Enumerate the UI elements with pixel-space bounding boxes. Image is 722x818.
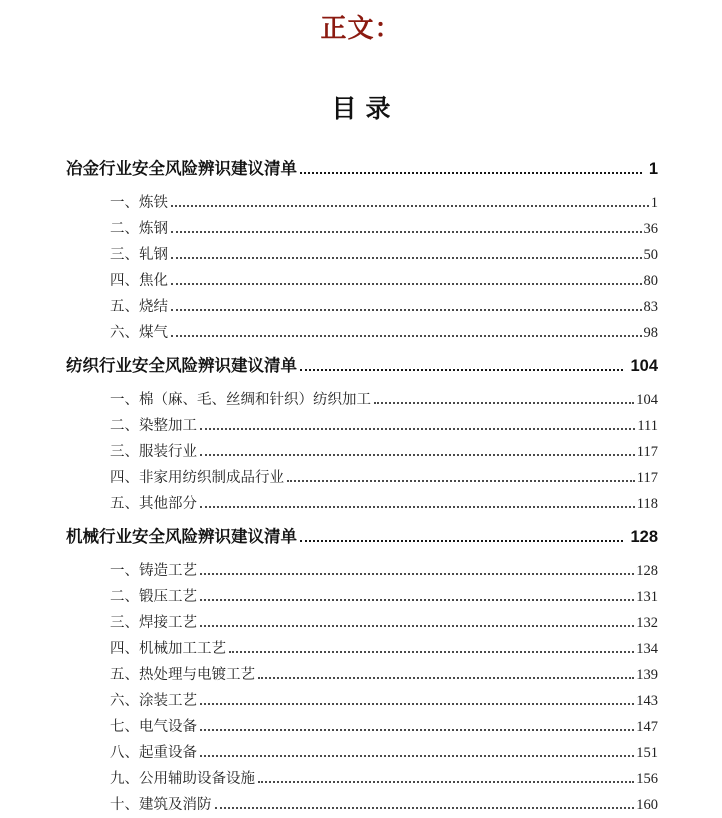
- page-number: 80: [643, 273, 658, 289]
- page-number: 128: [636, 563, 658, 579]
- dotted-leader: [200, 625, 634, 627]
- toc-entry-label: 九、公用辅助设备设施: [110, 771, 255, 787]
- toc-section: [66, 352, 658, 513]
- toc-entry[interactable]: [66, 418, 658, 435]
- dotted-leader: [300, 369, 623, 371]
- toc-entry[interactable]: [66, 195, 658, 212]
- dotted-leader: [200, 703, 634, 705]
- toc-entry[interactable]: [66, 615, 658, 632]
- toc-entry[interactable]: [66, 444, 658, 461]
- toc-entry-label: 二、炼钢: [110, 221, 168, 237]
- toc-entry-label: 五、烧结: [110, 299, 168, 315]
- dotted-leader: [200, 729, 634, 731]
- toc-entry[interactable]: [66, 392, 658, 409]
- toc-entry[interactable]: [66, 273, 658, 290]
- dotted-leader: [287, 480, 635, 482]
- page-number: 118: [636, 496, 658, 512]
- toc-entry-label: 冶金行业安全风险辨识建议清单: [66, 160, 297, 178]
- page-number: 160: [636, 797, 658, 813]
- page-number: 134: [636, 641, 658, 657]
- dotted-leader: [200, 599, 634, 601]
- page-number: 1: [650, 195, 658, 211]
- toc-section: [66, 523, 658, 814]
- toc-entry[interactable]: [66, 641, 658, 658]
- dotted-leader: [171, 335, 642, 337]
- dotted-leader: [171, 309, 642, 311]
- toc-entry-label: 六、涂装工艺: [110, 693, 197, 709]
- toc-section-items: [66, 392, 658, 513]
- toc-section-heading[interactable]: [66, 352, 658, 376]
- toc-section-items: [66, 195, 658, 342]
- toc-entry-label: 三、焊接工艺: [110, 615, 197, 631]
- page-number: 131: [636, 589, 658, 605]
- toc-section-heading[interactable]: [66, 155, 658, 179]
- dotted-leader: [200, 573, 634, 575]
- toc-entry-label: 一、棉（麻、毛、丝绸和针织）纺织加工: [110, 392, 371, 408]
- toc-entry-label: 三、轧钢: [110, 247, 168, 263]
- toc-entry-label: 三、服装行业: [110, 444, 197, 460]
- toc-entry[interactable]: [66, 667, 658, 684]
- dotted-leader: [300, 540, 623, 542]
- toc-entry[interactable]: [66, 745, 658, 762]
- toc-entry[interactable]: [66, 247, 658, 264]
- toc-entry-label: 四、非家用纺织制成品行业: [110, 470, 284, 486]
- toc-entry-label: 二、染整加工: [110, 418, 197, 434]
- page-number: 83: [643, 299, 658, 315]
- page-number: 98: [643, 325, 658, 341]
- page-number: 139: [636, 667, 658, 683]
- page-number: 132: [636, 615, 658, 631]
- dotted-leader: [215, 807, 635, 809]
- toc-entry-label: 机械行业安全风险辨识建议清单: [66, 528, 297, 546]
- toc-section-items: [66, 563, 658, 814]
- page-number: 104: [636, 392, 658, 408]
- dotted-leader: [171, 283, 642, 285]
- page-number: 156: [636, 771, 658, 787]
- dotted-leader: [200, 454, 635, 456]
- toc-section-heading[interactable]: [66, 523, 658, 547]
- toc-entry-label: 五、热处理与电镀工艺: [110, 667, 255, 683]
- toc-entry-label: 二、锻压工艺: [110, 589, 197, 605]
- toc-entry[interactable]: [66, 496, 658, 513]
- toc-entry-label: 纺织行业安全风险辨识建议清单: [66, 357, 297, 375]
- dotted-leader: [258, 677, 634, 679]
- toc-entry-label: 一、炼铁: [110, 195, 168, 211]
- toc-entry[interactable]: [66, 693, 658, 710]
- dotted-leader: [258, 781, 634, 783]
- page-number: 104: [630, 357, 658, 375]
- dotted-leader: [171, 205, 649, 207]
- body-section-title: 正文：: [320, 13, 402, 43]
- dotted-leader: [229, 651, 634, 653]
- page-number: 128: [630, 528, 658, 546]
- toc-entry-label: 十、建筑及消防: [110, 797, 212, 813]
- toc-entry[interactable]: [66, 325, 658, 342]
- dotted-leader: [374, 402, 634, 404]
- page-number: 147: [636, 719, 658, 735]
- toc-entry-label: 四、机械加工工艺: [110, 641, 226, 657]
- page-number: 117: [636, 470, 658, 486]
- page-number: 50: [643, 247, 658, 263]
- dotted-leader: [171, 257, 642, 259]
- toc-entry[interactable]: [66, 221, 658, 238]
- page-number: 111: [637, 418, 658, 434]
- dotted-leader: [200, 755, 634, 757]
- toc-entry-label: 一、铸造工艺: [110, 563, 197, 579]
- toc-title: 目录: [331, 96, 400, 123]
- page-number: 151: [636, 745, 658, 761]
- toc-entry[interactable]: [66, 797, 658, 814]
- table-of-contents: [66, 155, 658, 814]
- toc-entry[interactable]: [66, 299, 658, 316]
- toc-entry[interactable]: [66, 470, 658, 487]
- toc-entry-label: 四、焦化: [110, 273, 168, 289]
- page-number: 1: [648, 160, 658, 178]
- toc-entry[interactable]: [66, 563, 658, 580]
- page-number: 117: [636, 444, 658, 460]
- toc-entry[interactable]: [66, 719, 658, 736]
- toc-entry[interactable]: [66, 771, 658, 788]
- page-number: 36: [643, 221, 658, 237]
- page-number: 143: [636, 693, 658, 709]
- dotted-leader: [200, 506, 635, 508]
- toc-entry-label: 六、煤气: [110, 325, 168, 341]
- dotted-leader: [200, 428, 635, 430]
- dotted-leader: [171, 231, 642, 233]
- toc-entry[interactable]: [66, 589, 658, 606]
- toc-entry-label: 五、其他部分: [110, 496, 197, 512]
- toc-section: [66, 155, 658, 342]
- dotted-leader: [300, 172, 642, 174]
- toc-entry-label: 七、电气设备: [110, 719, 197, 735]
- toc-entry-label: 八、起重设备: [110, 745, 197, 761]
